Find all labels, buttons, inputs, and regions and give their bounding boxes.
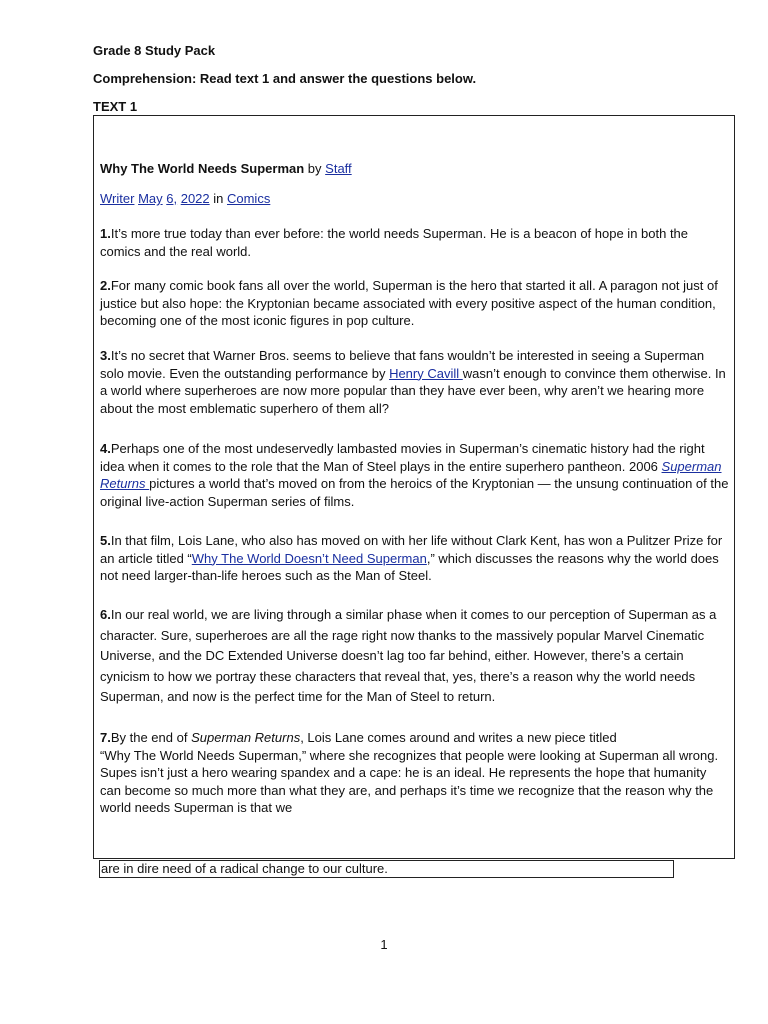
in-text: in xyxy=(209,191,227,206)
paragraph-6 xyxy=(100,605,730,708)
text-label: TEXT 1 xyxy=(93,99,138,114)
document-title: Grade 8 Study Pack xyxy=(93,43,216,58)
paragraph-text: By the end of xyxy=(110,730,192,745)
category-link[interactable]: Comics xyxy=(226,191,271,206)
paragraph-7 xyxy=(100,729,730,817)
paragraph-number: 2. xyxy=(100,278,111,293)
paragraph-2 xyxy=(100,277,730,330)
film-title: Superman Returns xyxy=(191,730,301,745)
page-number: 1 xyxy=(380,937,388,952)
paragraph-5 xyxy=(100,532,730,585)
by-text: by xyxy=(304,161,326,176)
paragraph-number: 1. xyxy=(100,226,111,241)
date-month-link[interactable]: May xyxy=(138,191,163,206)
paragraph-1 xyxy=(100,225,730,260)
article-title-link[interactable]: Why The World Doesn’t Need Superman xyxy=(191,550,427,566)
paragraph-text: wasn’t enough to convince them otherwise. In a world where superheroes are now more popular than they have ever been, why aren’t we hearing more about the most emblematic superhero of them all? xyxy=(100,365,726,416)
paragraph-text: In that film, Lois Lane, who also has moved on with her life without Clark Kent, has won a Pulitzer Prize for an article titled “ xyxy=(100,533,723,566)
paragraph-text: It’s no secret that Warner Bros. seems to believe that fans wouldn’t be interested in seeing a Superman solo movie. Even the outstanding performance by xyxy=(100,348,705,381)
paragraph-text: It’s more true today than ever before: the world needs Superman. He is a beacon of hope in both the comics and the real world. xyxy=(100,226,689,259)
comprehension-instruction: Comprehension: Read text 1 and answer the questions below. xyxy=(93,71,477,86)
date-day-link[interactable]: 6, xyxy=(166,191,178,206)
article-title: Why The World Needs Superman xyxy=(100,161,305,176)
article-title-line xyxy=(100,160,730,178)
paragraph-text: ,” which discusses the reasons why the world does not need larger-than-life heroes such as the Man of Steel. xyxy=(100,550,719,583)
henry-cavill-link[interactable]: Henry Cavill xyxy=(389,365,463,381)
author-link-staff[interactable]: Staff xyxy=(325,161,352,176)
article-meta-line xyxy=(100,190,730,208)
paragraph-text: pictures a world that’s moved on from the heroics of the Kryptonian — the unsung continuation of the original live-action Superman series of films. xyxy=(100,476,729,509)
superman-returns-link[interactable]: Superman Returns xyxy=(100,458,722,491)
continuation-box: are in dire need of a radical change to our culture. xyxy=(99,860,674,878)
paragraph-text: For many comic book fans all over the world, Superman is the hero that started it all. A paragon not just of justice but also hope: the Kryptonian became associated with every positive aspect of the human condition, becoming one of the most iconic figures in pop culture. xyxy=(100,278,718,328)
date-year-link[interactable]: 2022 xyxy=(180,191,210,206)
paragraph-3 xyxy=(100,347,730,417)
paragraph-number: 4. xyxy=(100,441,111,456)
paragraph-number: 5. xyxy=(100,533,111,548)
paragraph-4 xyxy=(100,440,730,510)
author-link-writer[interactable]: Writer xyxy=(100,191,135,206)
paragraph-number: 6. xyxy=(100,607,111,622)
paragraph-number: 7. xyxy=(100,730,111,745)
paragraph-text: In our real world, we are living through a similar phase when it comes to our perception of Superman as a character. Sure, superheroes are all the rage right now thanks to the massively popular Marvel Cinematic Universe, and the DC Extended Universe doesn’t lag too far behind, either. However, there’s a certain cynicism to how we portray these characters that reveal that, yes, there’s a reason why the world needs Superman, and now is the perfect time for the Man of Steel to return. xyxy=(100,607,717,704)
paragraph-text: “Why The World Needs Superman,” where she recognizes that people were looking at Superman all wrong. Supes isn’t just a hero wearing spandex and a cape: he is an ideal. He represents the hope that humanity can become so much more than what they are, and perhaps it’s time we recognize that the reason why the world needs Superman is that we xyxy=(100,747,719,815)
paragraph-text: Perhaps one of the most undeservedly lambasted movies in Superman’s cinematic history had the right idea when it comes to the role that the Man of Steel plays in the entire superhero pantheon. 2006 xyxy=(100,441,705,474)
paragraph-number: 3. xyxy=(100,348,111,363)
paragraph-text: , Lois Lane comes around and writes a new piece titled xyxy=(300,730,617,745)
